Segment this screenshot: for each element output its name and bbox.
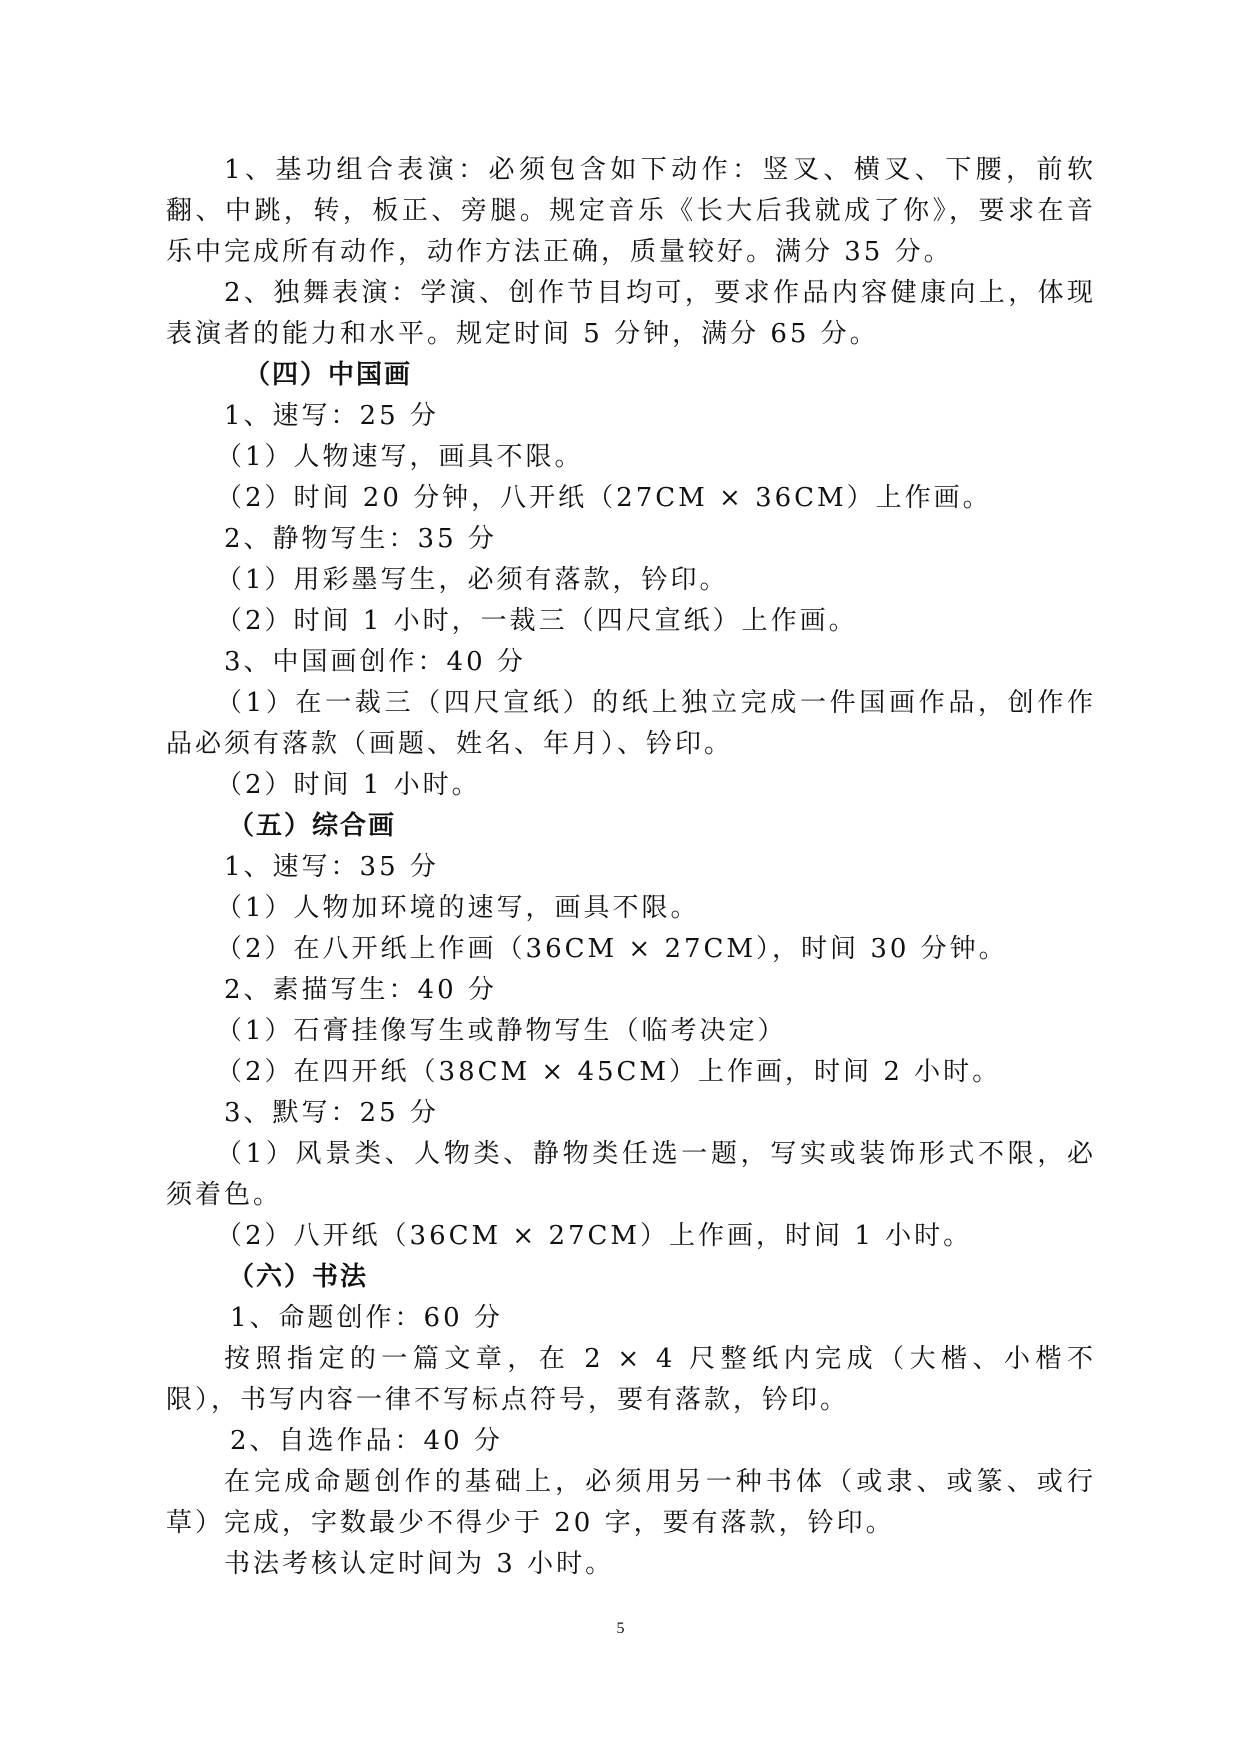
subitem: （1）在一裁三（四尺宣纸）的纸上独立完成一件国画作品，创作作品必须有落款（画题、姓名、年月）、钤印。	[166, 688, 1096, 759]
paragraph-calligraphy-time: 书法考核认定时间为 3 小时。	[224, 1549, 615, 1579]
subitem: （1）人物加环境的速写，画具不限。	[216, 893, 700, 923]
subitem: （2）八开纸（36CM × 27CM）上作画，时间 1 小时。	[216, 1221, 973, 1251]
subitem: （2）在八开纸上作画（36CM × 27CM），时间 30 分钟。	[216, 934, 1008, 964]
paragraph-basic-skills: 1、基功组合表演：必须包含如下动作：竖叉、横叉、下腰，前软翻、中跳，转，板正、旁腿。规定音乐《长大后我就成了你》，要求在音乐中完成所有动作，动作方法正确，质量较好。满分 35 分。	[166, 155, 1096, 267]
subitem: （1）石膏挂像写生或静物写生（临考决定）	[216, 1016, 787, 1046]
item-chinese-painting-creation: 3、中国画创作：40 分	[224, 647, 526, 677]
subitem: （1）风景类、人物类、静物类任选一题，写实或装饰形式不限，必须着色。	[166, 1139, 1096, 1210]
section-heading-composite-painting: （五）综合画	[228, 811, 397, 841]
item-topic-creation: 1、命题创作：60 分	[230, 1303, 503, 1333]
subitem: （2）时间 20 分钟，八开纸（27CM × 36CM）上作画。	[216, 483, 992, 513]
item-sketch: 1、速写：35 分	[224, 852, 439, 882]
subitem: （2）在四开纸（38CM × 45CM）上作画，时间 2 小时。	[216, 1057, 1002, 1087]
item-sketch: 1、速写：25 分	[224, 401, 439, 431]
paragraph-calligraphy-topic: 按照指定的一篇文章，在 2 × 4 尺整纸内完成（大楷、小楷不限），书写内容一律不写标点符号，要有落款，钤印。	[166, 1344, 1096, 1415]
section-heading-calligraphy: （六）书法	[228, 1262, 369, 1292]
paragraph-solo-dance: 2、独舞表演：学演、创作节目均可，要求作品内容健康向上，体现表演者的能力和水平。规定时间 5 分钟，满分 65 分。	[166, 278, 1096, 349]
item-still-life: 2、静物写生：35 分	[224, 524, 497, 554]
subitem: （2）时间 1 小时，一裁三（四尺宣纸）上作画。	[216, 606, 858, 636]
item-sketch-drawing: 2、素描写生：40 分	[224, 975, 497, 1005]
section-heading-chinese-painting: （四）中国画	[244, 360, 413, 390]
item-self-selected-work: 2、自选作品：40 分	[230, 1426, 503, 1456]
paragraph-calligraphy-self: 在完成命题创作的基础上，必须用另一种书体（或隶、或篆、或行草）完成，字数最少不得少于 20 字，要有落款，钤印。	[166, 1467, 1096, 1538]
page-number: 5	[616, 1620, 625, 1637]
subitem: （1）用彩墨写生，必须有落款，钤印。	[216, 565, 729, 595]
subitem: （1）人物速写，画具不限。	[216, 442, 584, 472]
item-memory-drawing: 3、默写：25 分	[224, 1098, 439, 1128]
document-body	[166, 150, 1096, 1585]
subitem: （2）时间 1 小时。	[216, 770, 481, 800]
